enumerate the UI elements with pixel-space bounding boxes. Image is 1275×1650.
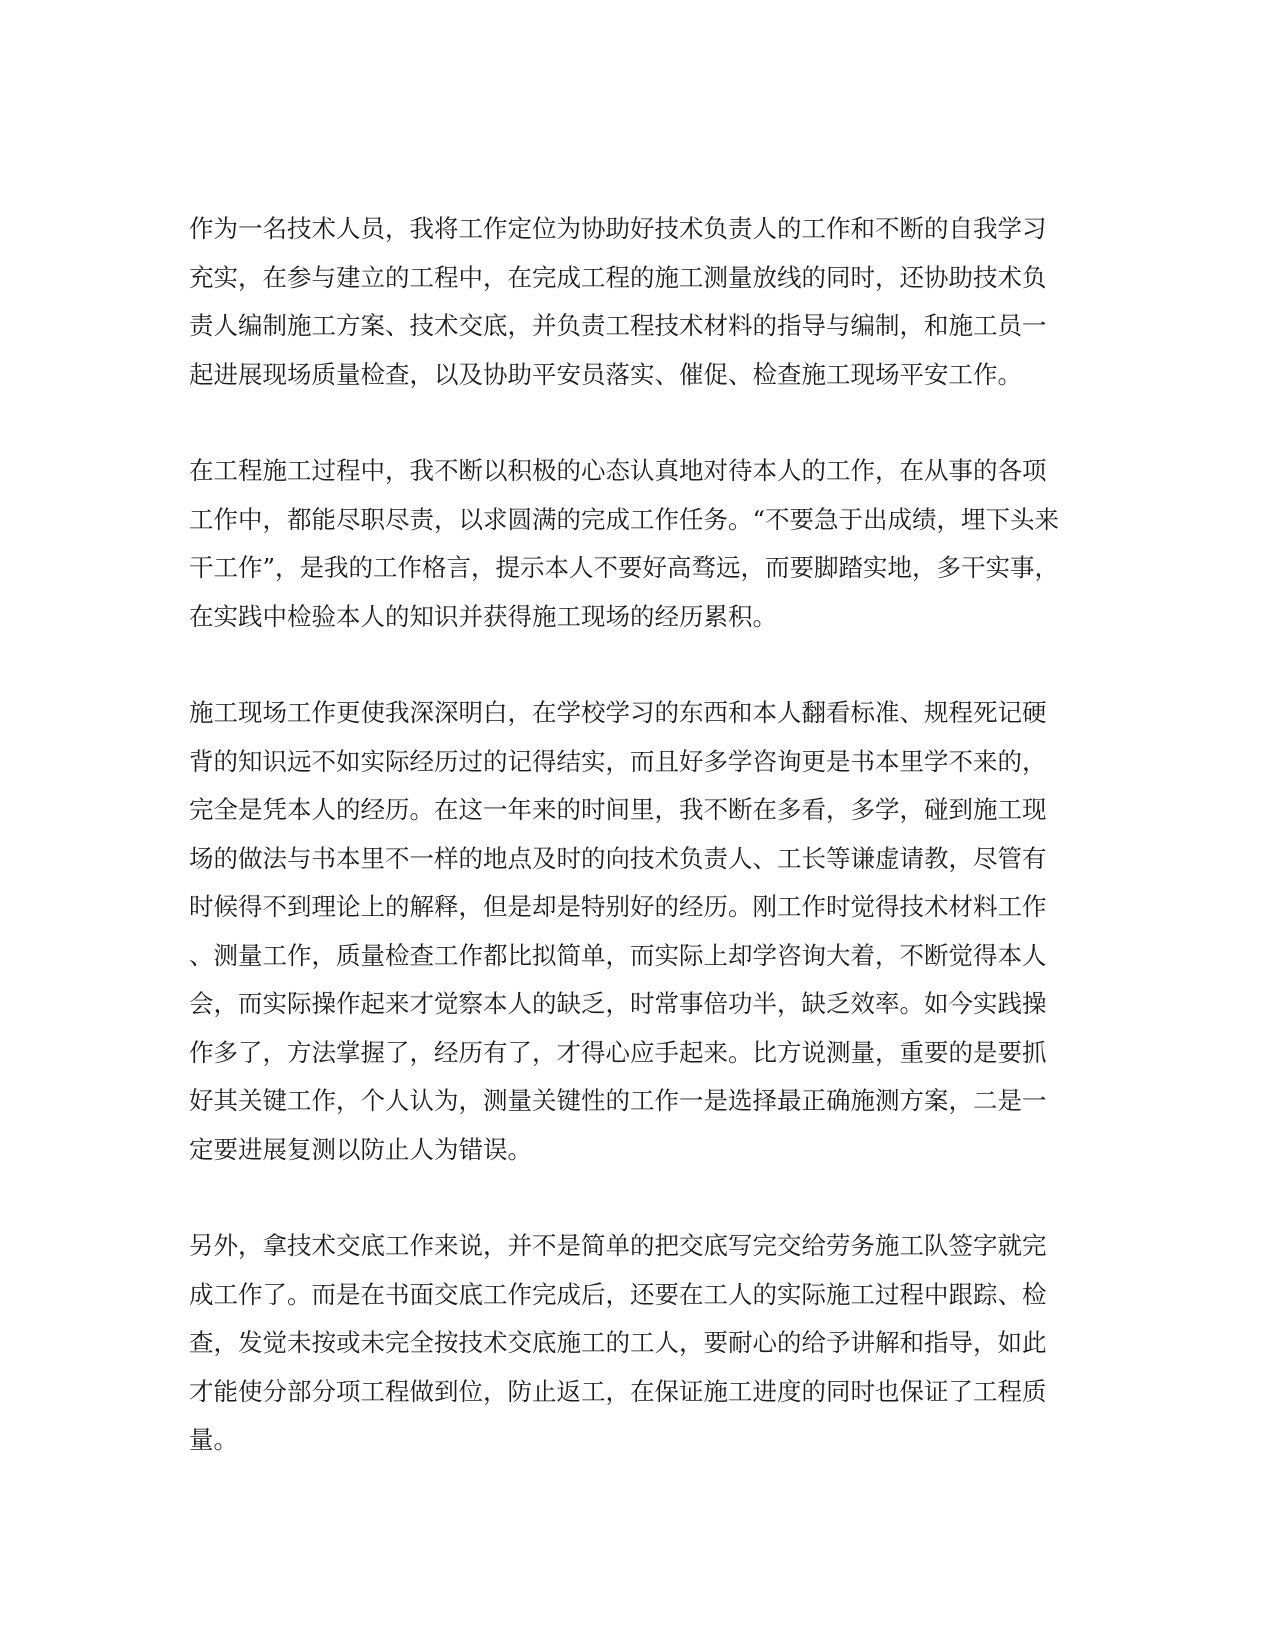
- paragraph-2: [189, 447, 1089, 641]
- text-line: 时候得不到理论上的解释，但是却是特别好的经历。刚工作时觉得技术材料工作: [189, 892, 1047, 921]
- text-line: 施工现场工作更使我深深明白，在学校学习的东西和本人翻看标准、规程死记硬: [189, 698, 1047, 727]
- text-line: 、测量工作，质量检查工作都比拟简单，而实际上却学咨询大着，不断觉得本人: [189, 940, 1047, 970]
- text-line: 量。: [189, 1425, 238, 1454]
- text-line: 作为一名技术人员，我将工作定位为协助好技术负责人的工作和不断的自我学习: [189, 214, 1047, 243]
- text-line: 在工程施工过程中，我不断以积极的心态认真地对待本人的工作，在从事的各项: [189, 456, 1047, 485]
- text-line: 场的做法与书本里不一样的地点及时的向技术负责人、工长等谦虚请教，尽管有: [189, 843, 1047, 873]
- text-line: 作多了，方法掌握了，经历有了，才得心应手起来。比方说测量，重要的是要抓: [189, 1037, 1047, 1067]
- text-line: 会，而实际操作起来才觉察本人的缺乏，时常事倍功半，缺乏效率。如今实践操: [189, 989, 1047, 1018]
- text-line: 背的知识远不如实际经历过的记得结实，而且好多学咨询更是书本里学不来的，: [189, 746, 1047, 776]
- text-line: 责人编制施工方案、技术交底，并负责工程技术材料的指导与编制，和施工员一: [189, 311, 1047, 340]
- text-line: 定要进展复测以防止人为错误。: [189, 1134, 532, 1164]
- text-line: 工作中，都能尽职尽责，以求圆满的完成工作任务。“不要急于出成绩，埋下头来: [189, 504, 1060, 534]
- paragraph-3: [189, 689, 1089, 1174]
- text-line: 干工作”，是我的工作格言，提示本人不要好高骛远，而要脚踏实地，多干实事，: [189, 553, 1060, 582]
- text-line: 充实，在参与建立的工程中，在完成工程的施工测量放线的同时，还协助技术负: [189, 262, 1047, 292]
- text-line: 在实践中检验本人的知识并获得施工现场的经历累积。: [189, 601, 777, 631]
- text-line: 才能使分部分项工程做到位，防止返工，在保证施工进度的同时也保证了工程质: [189, 1376, 1047, 1406]
- text-line: 成工作了。而是在书面交底工作完成后，还要在工人的实际施工过程中跟踪、检: [189, 1279, 1047, 1309]
- document-body: [189, 205, 1089, 1513]
- text-line: 查，发觉未按或未完全按技术交底施工的工人，要耐心的给予讲解和指导，如此: [189, 1328, 1047, 1357]
- paragraph-1: [189, 205, 1089, 399]
- text-line: 完全是凭本人的经历。在这一年来的时间里，我不断在多看，多学，碰到施工现: [189, 795, 1047, 824]
- text-line: 起进展现场质量检查，以及协助平安员落实、催促、检查施工现场平安工作。: [189, 359, 1022, 389]
- text-line: 好其关键工作，个人认为，测量关键性的工作一是选择最正确施测方案，二是一: [189, 1086, 1047, 1115]
- text-line: 另外，拿技术交底工作来说，并不是简单的把交底写完交给劳务施工队签字就完: [189, 1231, 1047, 1260]
- paragraph-4: [189, 1222, 1089, 1465]
